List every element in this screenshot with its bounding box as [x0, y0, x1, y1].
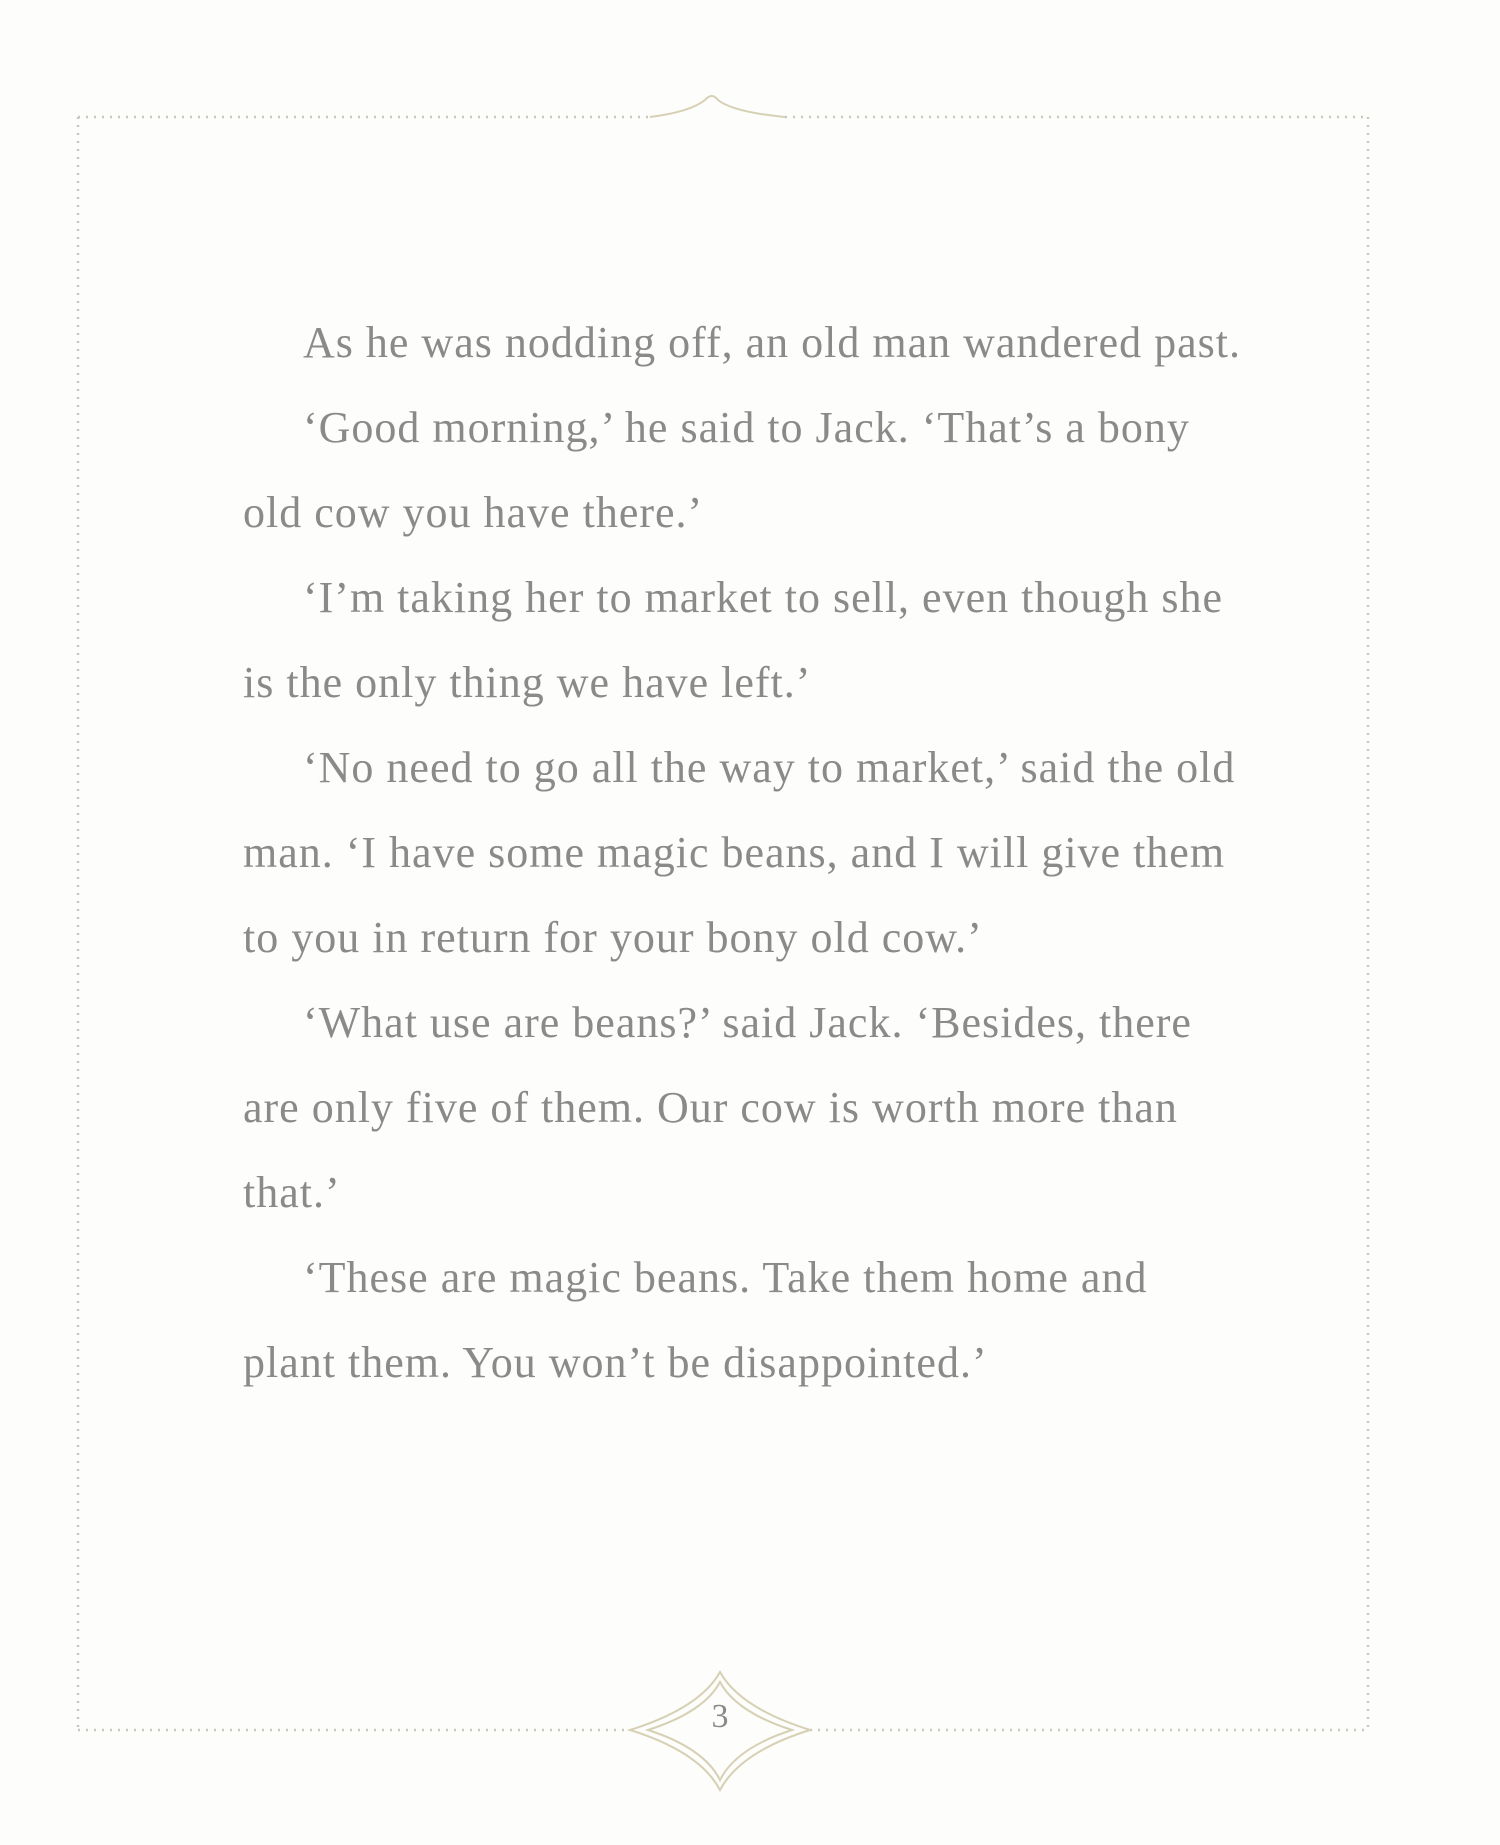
paragraph: As he was nodding off, an old man wandered past.: [303, 318, 1241, 367]
paragraph: ‘No need to go all the way to market,’ said the old man. ‘I have some magic beans, and I will give them to you in return for your bony old cow.’: [243, 743, 1236, 962]
paragraph: ‘I’m taking her to market to sell, even though she is the only thing we have left.’: [243, 573, 1223, 707]
paragraph: ‘These are magic beans. Take them home and plant them. You won’t be disappointed.’: [243, 1253, 1148, 1387]
paragraph: ‘What use are beans?’ said Jack. ‘Besides, there are only five of them. Our cow is worth more than that.’: [243, 998, 1192, 1217]
page-number: 3: [711, 1698, 729, 1735]
paragraph: ‘Good morning,’ he said to Jack. ‘That’s a bony old cow you have there.’: [243, 403, 1190, 537]
top-ornament: [650, 96, 785, 117]
story-text: [243, 300, 1243, 1405]
